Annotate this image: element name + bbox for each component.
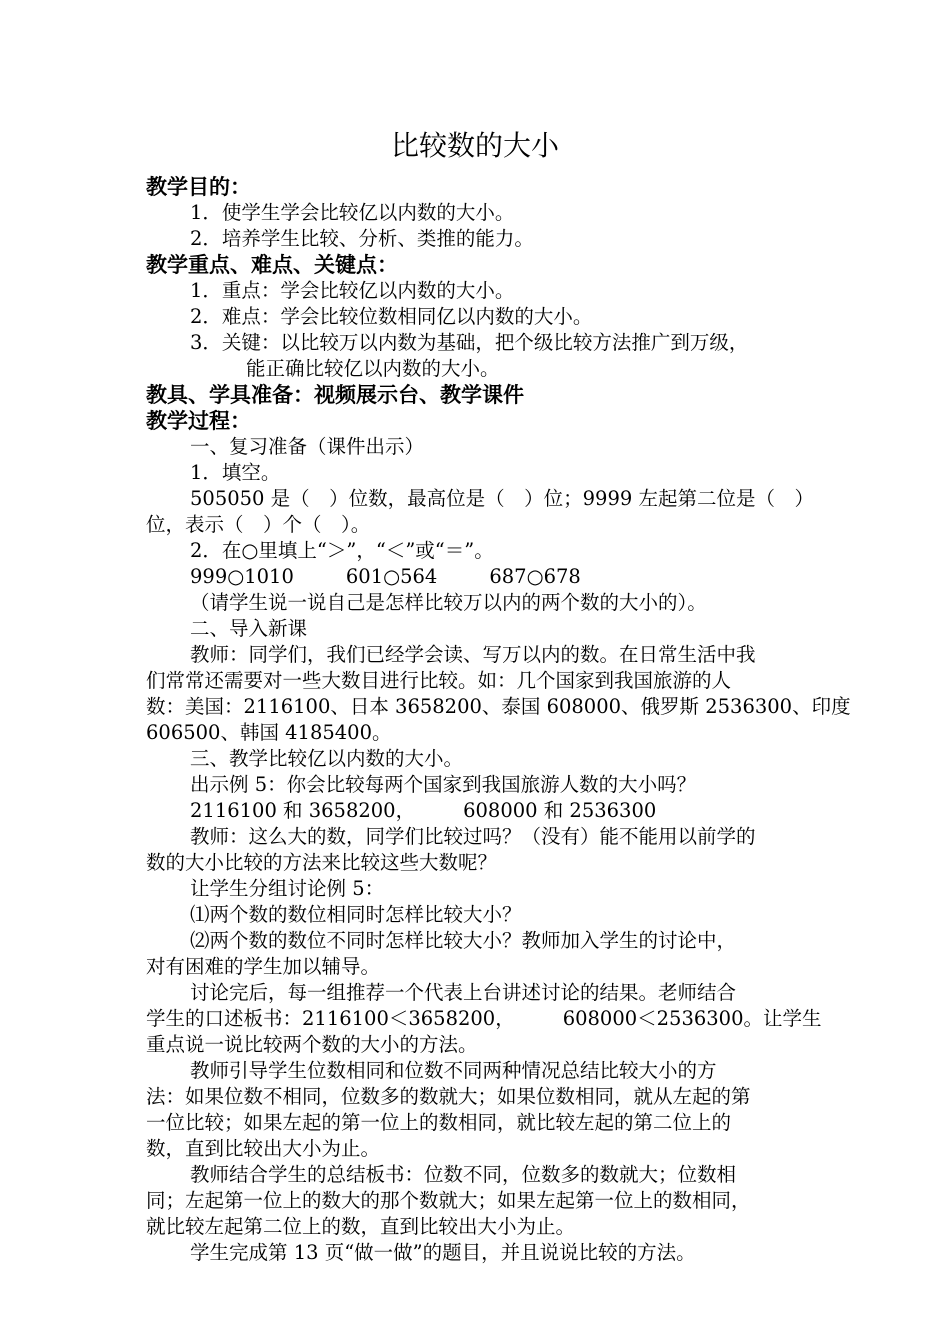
text-line: 教师：这么大的数，同学们比较过吗？（没有）能不能用以前学的: [190, 825, 756, 848]
text-line: 数：美国：2116100、日本 3658200、泰国 608000、俄罗斯 2536300、印度: [146, 695, 851, 718]
text-line: 2．在○里填上“＞”，“＜”或“＝”。: [190, 539, 494, 562]
text-line: 2．培养学生比较、分析、类推的能力。: [190, 227, 534, 250]
document-body: [0, 174, 950, 1266]
text-line: 2．难点：学会比较位数相同亿以内数的大小。: [190, 305, 593, 328]
text-line: 1．填空。: [190, 461, 281, 484]
comparison-item: 601○564: [345, 565, 438, 588]
example-pair: 2116100 和 3658200，: [190, 799, 416, 822]
board-row: [0, 1006, 950, 1032]
text-line: 教师引导学生位数相同和位数不同两种情况总结比较大小的方: [190, 1059, 717, 1082]
comparison-row: [0, 564, 950, 590]
text-line: 出示例 5：你会比较每两个国家到我国旅游人数的大小吗？: [190, 773, 697, 796]
text-line: 1．重点：学会比较亿以内数的大小。: [190, 279, 515, 302]
text-line: 学生完成第 13 页“做一做”的题目，并且说说比较的方法。: [190, 1241, 696, 1264]
text-line: 606500、韩国 4185400。: [146, 721, 392, 744]
text-line: ⑵两个数的数位不同时怎样比较大小？教师加入学生的讨论中，: [190, 929, 737, 952]
section-teaching: 三、教学比较亿以内数的大小。: [190, 747, 464, 770]
text-line: 重点说一说比较两个数的大小的方法。: [146, 1033, 478, 1056]
text-line: （请学生说一说自己是怎样比较万以内的两个数的大小的）。: [190, 591, 707, 614]
text-line: 1．使学生学会比较亿以内数的大小。: [190, 201, 515, 224]
text-line: 讨论完后，每一组推荐一个代表上台讲述讨论的结果。老师结合: [190, 981, 737, 1004]
heading-materials: 教具、学具准备：视频展示台、教学课件: [146, 382, 524, 407]
text-line: 同；左起第一位上的数大的那个数就大；如果左起第一位上的数相同，: [146, 1189, 751, 1212]
heading-process: 教学过程：: [146, 408, 251, 433]
example-pair: 608000 和 2536300: [463, 799, 657, 822]
text-line: 数的大小比较的方法来比较这些大数呢？: [146, 851, 498, 874]
text-line: 505050 是（ ）位数，最高位是（ ）位；9999 左起第二位是（ ）: [190, 487, 814, 510]
board-text: 学生的口述板书：2116100＜3658200，: [146, 1007, 515, 1030]
text-line: 们常常还需要对一些大数目进行比较。如：几个国家到我国旅游的人: [146, 669, 732, 692]
text-line: 一位比较；如果左起的第一位上的数相同，就比较左起的第二位上的: [146, 1111, 732, 1134]
text-line: 3．关键：以比较万以内数为基础，把个级比较方法推广到万级，: [190, 331, 749, 354]
example-row: [0, 798, 950, 824]
heading-objectives: 教学目的：: [146, 174, 251, 199]
text-line: 让学生分组讨论例 5：: [190, 877, 385, 900]
comparison-item: 687○678: [489, 565, 581, 588]
heading-key-points: 教学重点、难点、关键点：: [146, 252, 398, 277]
text-line: 法：如果位数不相同，位数多的数就大；如果位数相同，就从左起的第: [146, 1085, 751, 1108]
comparison-item: 999○1010: [190, 565, 294, 588]
text-line: 就比较左起第二位上的数，直到比较出大小为止。: [146, 1215, 576, 1238]
section-new-lesson: 二、导入新课: [190, 617, 308, 640]
page-title: 比较数的大小: [390, 129, 559, 162]
text-line: 能正确比较亿以内数的大小。: [246, 357, 500, 380]
text-line: ⑴两个数的数位相同时怎样比较大小？: [190, 903, 522, 926]
text-line: 对有困难的学生加以辅导。: [146, 955, 381, 978]
section-review: 一、复习准备（课件出示）: [190, 435, 425, 458]
text-line: 位，表示（ ）个（ ）。: [146, 513, 371, 536]
text-line: 教师：同学们，我们已经学会读、写万以内的数。在日常生活中我: [190, 643, 756, 666]
text-line: 数，直到比较出大小为止。: [146, 1137, 381, 1160]
text-line: 教师结合学生的总结板书：位数不同，位数多的数就大；位数相: [190, 1163, 737, 1186]
board-text: 608000＜2536300。让学生: [562, 1007, 822, 1030]
